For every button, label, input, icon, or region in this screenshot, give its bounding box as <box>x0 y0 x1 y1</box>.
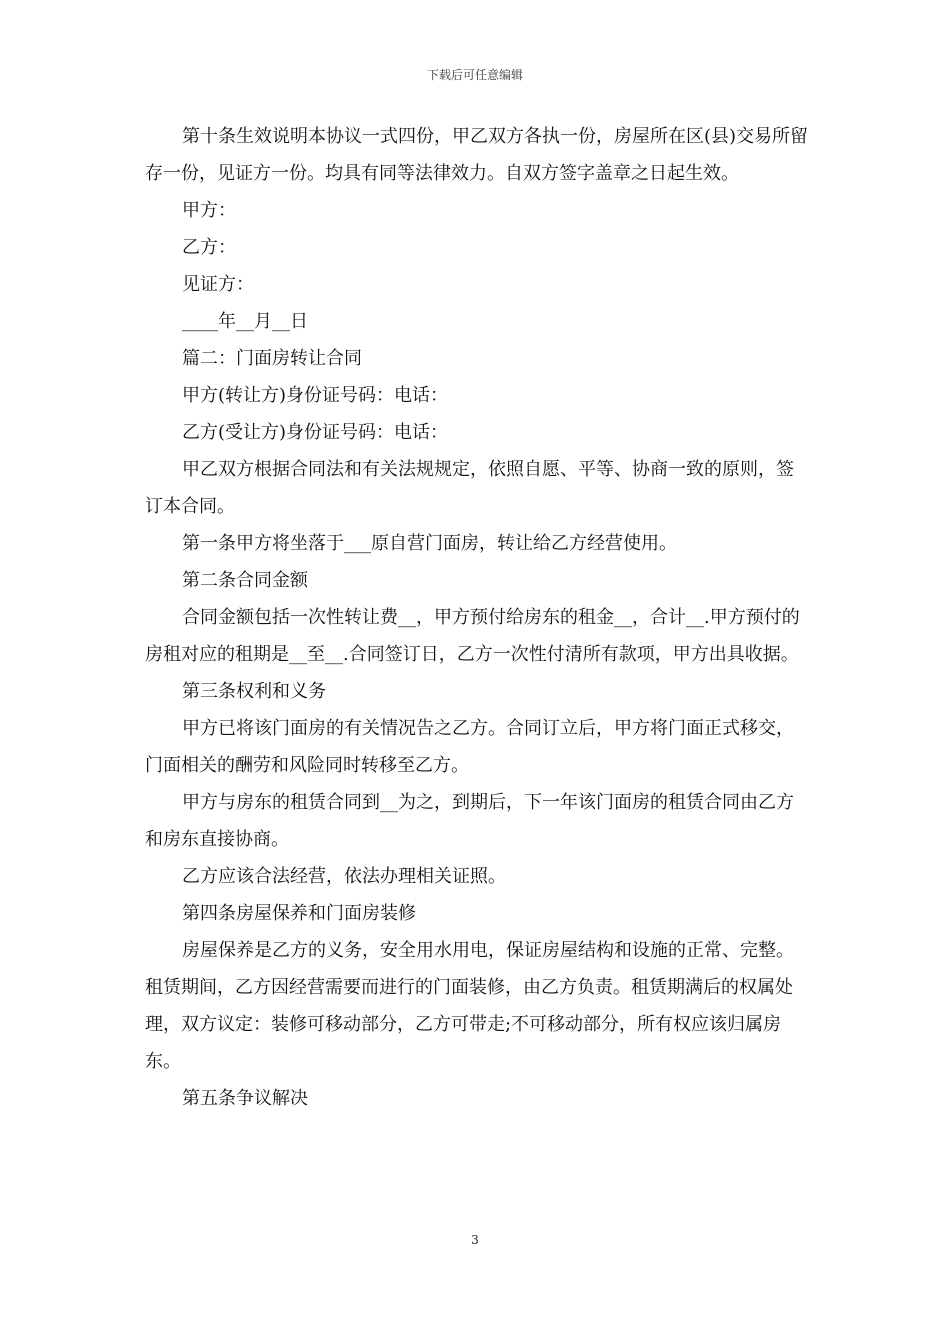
clause-2-body: 合同金额包括一次性转让费__，甲方预付给房东的租金__，合计__.甲方预付的房租对应的租期是__至__.合同签订日，乙方一次性付清所有款项，甲方出具收据。 <box>145 607 800 665</box>
party-b-info: 乙方(受让方)身份证号码：电话： <box>182 422 449 443</box>
clause-2-heading: 第二条合同金额 <box>182 570 308 591</box>
witness-signature-line: 见证方： <box>182 274 254 295</box>
preamble: 甲乙双方根据合同法和有关法规规定，依照自愿、平等、协商一致的原则，签订本合同。 <box>145 459 794 517</box>
clause-3-body-3: 乙方应该合法经营，依法办理相关证照。 <box>182 866 506 887</box>
clause-1: 第一条甲方将坐落于___原自营门面房，转让给乙方经营使用。 <box>182 533 677 554</box>
party-b-signature-line: 乙方： <box>182 237 236 258</box>
clause-3-heading: 第三条权利和义务 <box>182 681 326 702</box>
clause-4-heading: 第四条房屋保养和门面房装修 <box>182 903 416 924</box>
document-body <box>145 118 811 1117</box>
date-line: ____年__月__日 <box>182 311 308 332</box>
party-a-info: 甲方(转让方)身份证号码：电话： <box>182 385 449 406</box>
page-number: 3 <box>471 1233 479 1247</box>
clause-5-heading: 第五条争议解决 <box>182 1088 308 1109</box>
clause-4-body: 房屋保养是乙方的义务，安全用水用电，保证房屋结构和设施的正常、完整。租赁期间，乙方因经营需要而进行的门面装修，由乙方负责。租赁期满后的权属处理，双方议定：装修可移动部分，乙方可带走;不可移动部分，所有权应该归属房东。 <box>145 940 794 1072</box>
section-title: 篇二：门面房转让合同 <box>182 348 362 369</box>
clause-3-body-2: 甲方与房东的租赁合同到__为之，到期后，下一年该门面房的租赁合同由乙方和房东直接协商。 <box>145 792 794 850</box>
party-a-signature-line: 甲方： <box>182 200 236 221</box>
clause-10-effect: 第十条生效说明本协议一式四份，甲乙双方各执一份，房屋所在区(县)交易所留存一份，见证方一份。均具有同等法律效力。自双方签字盖章之日起生效。 <box>145 126 809 184</box>
clause-3-body-1: 甲方已将该门面房的有关情况告之乙方。合同订立后，甲方将门面正式移交，门面相关的酬劳和风险同时转移至乙方。 <box>145 718 794 776</box>
page-header: 下载后可任意编辑 <box>426 68 523 82</box>
